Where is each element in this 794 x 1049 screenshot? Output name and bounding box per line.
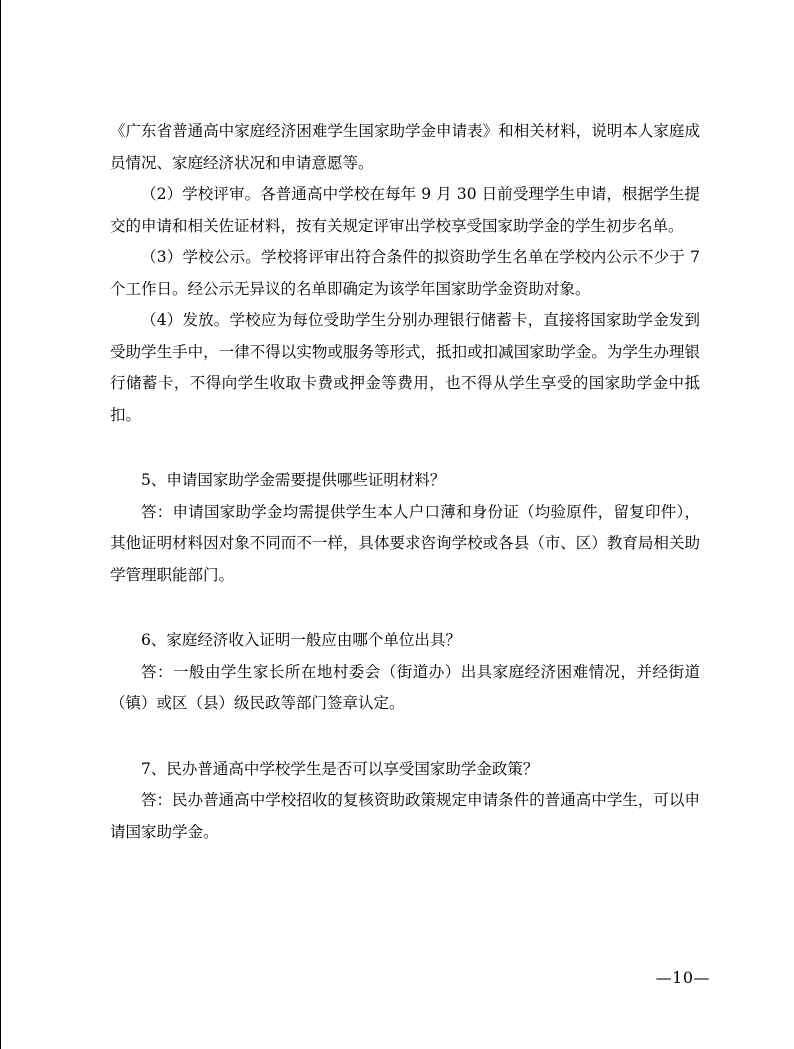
paragraph-school-review: （2）学校评审。各普通高中学校在每年 9 月 30 日前受理学生申请，根据学生提交的申请和相关佐证材料，按有关规定评审出学校享受国家助学金的学生初步名单。 bbox=[110, 185, 700, 235]
question-6: 6、家庭经济收入证明一般应由哪个单位出具？ bbox=[141, 631, 461, 649]
paragraph-school-publicity: （3）学校公示。学校将评审出符合条件的拟资助学生名单在学校内公示不少于 7 个工作日。经公示无异议的名单即确定为该学年国家助学金资助对象。 bbox=[110, 248, 700, 298]
section-gap bbox=[110, 431, 700, 465]
document-body bbox=[110, 116, 700, 848]
section-gap bbox=[110, 720, 700, 754]
page-left-border bbox=[0, 0, 1, 1049]
answer-7: 答：民办普通高中学校招收的复核资助政策规定申请条件的普通高中学生，可以申请国家助学金。 bbox=[110, 791, 700, 841]
answer-6: 答：一般由学生家长所在地村委会（街道办）出具家庭经济困难情况，并经街道（镇）或区（县）级民政等部门签章认定。 bbox=[110, 662, 700, 712]
paragraph-application-continued: 《广东省普通高中家庭经济困难学生国家助学金申请表》和相关材料，说明本人家庭成员情况、家庭经济状况和申请意愿等。 bbox=[110, 122, 700, 172]
page-number: —10— bbox=[655, 968, 710, 987]
question-7: 7、民办普通高中学校学生是否可以享受国家助学金政策？ bbox=[141, 759, 539, 778]
section-gap bbox=[110, 591, 700, 625]
question-5: 5、申请国家助学金需要提供哪些证明材料？ bbox=[141, 471, 446, 489]
answer-5: 答：申请国家助学金均需提供学生本人户口薄和身份证（均验原件，留复印件），其他证明材料因对象不同而不一样，具体要求咨询学校或各县（市、区）教育局相关助学管理职能部门。 bbox=[110, 502, 700, 584]
paragraph-disbursement: （4）发放。学校应为每位受助学生分别办理银行储蓄卡，直接将国家助学金发到受助学生手中，一律不得以实物或服务等形式，抵扣或扣减国家助学金。为学生办理银行储蓄卡，不得向学生收取卡费或押金等费用，也不得从学生享受的国家助学金中抵扣。 bbox=[110, 311, 700, 424]
